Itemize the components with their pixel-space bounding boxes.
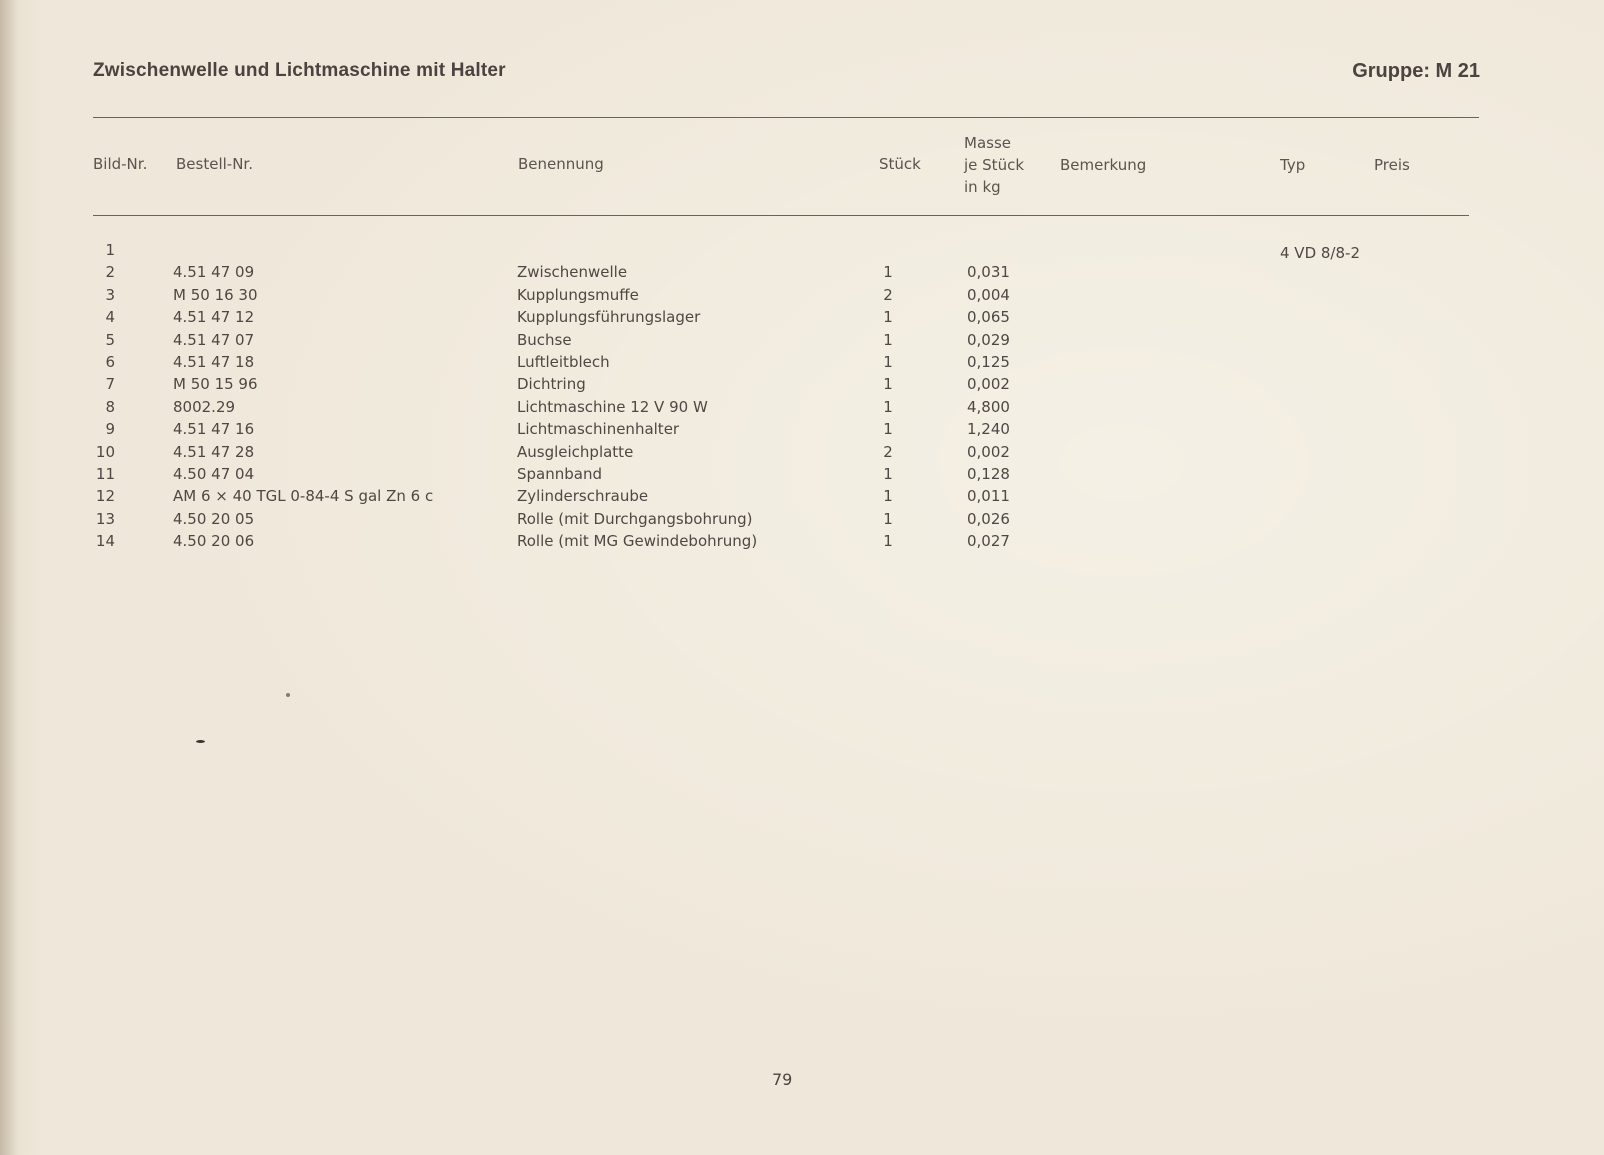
- cell-masse: 1,240: [967, 420, 1010, 439]
- table-row: [0, 510, 1604, 532]
- header-rule-top: [93, 117, 1479, 118]
- cell-stueck: 1: [883, 263, 893, 282]
- cell-benennung: Buchse: [517, 330, 572, 349]
- column-header-bemerkung: Bemerkung: [1060, 156, 1147, 174]
- table-row: [0, 286, 1604, 308]
- cell-bestell-nr: M 50 16 30: [173, 285, 258, 304]
- cell-benennung: Rolle (mit Durchgangsbohrung): [517, 509, 753, 528]
- cell-benennung: Rolle (mit MG Gewindebohrung): [517, 532, 758, 551]
- cell-stueck: 1: [883, 375, 893, 394]
- cell-masse: 0,065: [967, 308, 1010, 327]
- cell-benennung: Lichtmaschine 12 V 90 W: [517, 397, 708, 416]
- cell-benennung: Lichtmaschinenhalter: [517, 420, 680, 439]
- column-header-masse: [964, 132, 1024, 198]
- table-row: [0, 375, 1604, 397]
- cell-bestell-nr: 8002.29: [173, 397, 236, 416]
- cell-masse: 0,031: [967, 263, 1010, 282]
- cell-bestell-nr: 4.51 47 09: [173, 263, 255, 282]
- table-row: [0, 241, 1604, 263]
- cell-benennung: Zwischenwelle: [517, 263, 628, 282]
- table-row: [0, 331, 1604, 353]
- column-header-preis: Preis: [1374, 156, 1410, 174]
- page-number: 79: [772, 1070, 793, 1089]
- cell-bild-nr: 3: [105, 285, 115, 304]
- cell-masse: 0,026: [967, 509, 1010, 528]
- cell-stueck: 1: [883, 397, 893, 416]
- cell-bestell-nr: 4.51 47 07: [173, 330, 255, 349]
- cell-bild-nr: 4: [105, 308, 115, 327]
- cell-bild-nr: 5: [105, 330, 115, 349]
- cell-masse: 0,002: [967, 442, 1010, 461]
- cell-bestell-nr: 4.50 47 04: [173, 465, 255, 483]
- cell-benennung: Kupplungsmuffe: [517, 285, 639, 304]
- cell-bild-nr: 7: [105, 375, 115, 394]
- table-row: [0, 443, 1604, 465]
- cell-benennung: Zylinderschraube: [517, 487, 649, 506]
- table-row: [0, 487, 1604, 509]
- table-row: [0, 465, 1604, 487]
- column-header-bestell-nr: Bestell-Nr.: [176, 155, 253, 173]
- table-row: [0, 420, 1604, 442]
- column-header-benennung: Benennung: [518, 155, 604, 173]
- column-header-bild-nr: Bild-Nr.: [93, 155, 148, 173]
- cell-masse: 0,128: [967, 465, 1010, 483]
- cell-masse: 0,029: [967, 330, 1010, 349]
- cell-bestell-nr: 4.50 20 06: [173, 532, 255, 551]
- cell-masse: 0,002: [967, 375, 1010, 394]
- cell-stueck: 1: [883, 487, 893, 506]
- cell-masse: 4,800: [967, 397, 1010, 416]
- cell-bild-nr: 9: [105, 420, 115, 439]
- cell-typ: 4 VD 8/8-2: [1280, 244, 1360, 262]
- column-header-stueck: Stück: [879, 155, 921, 173]
- cell-bestell-nr: 4.51 47 28: [173, 442, 255, 461]
- header-rule-bottom: [93, 215, 1469, 216]
- cell-benennung: Kupplungsführungslager: [517, 308, 701, 327]
- cell-masse: 0,011: [967, 487, 1010, 506]
- column-header-masse-line1: Masse: [964, 134, 1011, 152]
- cell-benennung: Dichtring: [517, 375, 586, 394]
- cell-bestell-nr: 4.50 20 05: [173, 509, 255, 528]
- cell-stueck: 2: [883, 442, 893, 461]
- cell-bestell-nr: M 50 15 96: [173, 375, 258, 394]
- cell-bild-nr: 1: [105, 241, 115, 259]
- cell-bestell-nr: 4.51 47 18: [173, 353, 255, 371]
- cell-bild-nr: 8: [105, 397, 115, 416]
- cell-bild-nr: 6: [105, 353, 115, 371]
- cell-masse: 0,125: [967, 353, 1010, 371]
- table-row: [0, 263, 1604, 285]
- column-header-masse-line3: in kg: [964, 178, 1001, 196]
- cell-benennung: Ausgleichplatte: [517, 442, 634, 461]
- cell-bestell-nr: AM 6 × 40 TGL 0-84-4 S gal Zn 6 c: [173, 487, 434, 506]
- cell-stueck: 1: [883, 420, 893, 439]
- cell-stueck: 1: [883, 308, 893, 327]
- cell-bild-nr: 10: [95, 442, 115, 461]
- scan-speck: [196, 740, 205, 743]
- column-header-typ: Typ: [1280, 156, 1306, 174]
- cell-bild-nr: 13: [95, 509, 115, 528]
- table-row: [0, 353, 1604, 375]
- cell-stueck: 1: [883, 532, 893, 551]
- scan-speck: [286, 693, 290, 697]
- cell-stueck: 1: [883, 509, 893, 528]
- cell-stueck: 1: [883, 465, 893, 483]
- cell-masse: 0,004: [967, 285, 1010, 304]
- cell-bild-nr: 11: [95, 465, 115, 483]
- cell-bild-nr: 14: [95, 532, 115, 551]
- cell-bestell-nr: 4.51 47 16: [173, 420, 255, 439]
- cell-bild-nr: 2: [105, 263, 115, 282]
- page-header-title: Zwischenwelle und Lichtmaschine mit Halter: [93, 60, 506, 81]
- cell-bild-nr: 12: [95, 487, 115, 506]
- cell-stueck: 1: [883, 353, 893, 371]
- cell-benennung: Luftleitblech: [517, 353, 610, 371]
- cell-stueck: 1: [883, 330, 893, 349]
- cell-bestell-nr: 4.51 47 12: [173, 308, 255, 327]
- table-row: [0, 398, 1604, 420]
- table-row: [0, 308, 1604, 330]
- cell-stueck: 2: [883, 285, 893, 304]
- page-header-group: Gruppe: M 21: [1352, 60, 1480, 82]
- column-header-masse-line2: je Stück: [964, 156, 1025, 174]
- cell-benennung: Spannband: [517, 465, 602, 483]
- table-row: [0, 532, 1604, 554]
- cell-masse: 0,027: [967, 532, 1010, 551]
